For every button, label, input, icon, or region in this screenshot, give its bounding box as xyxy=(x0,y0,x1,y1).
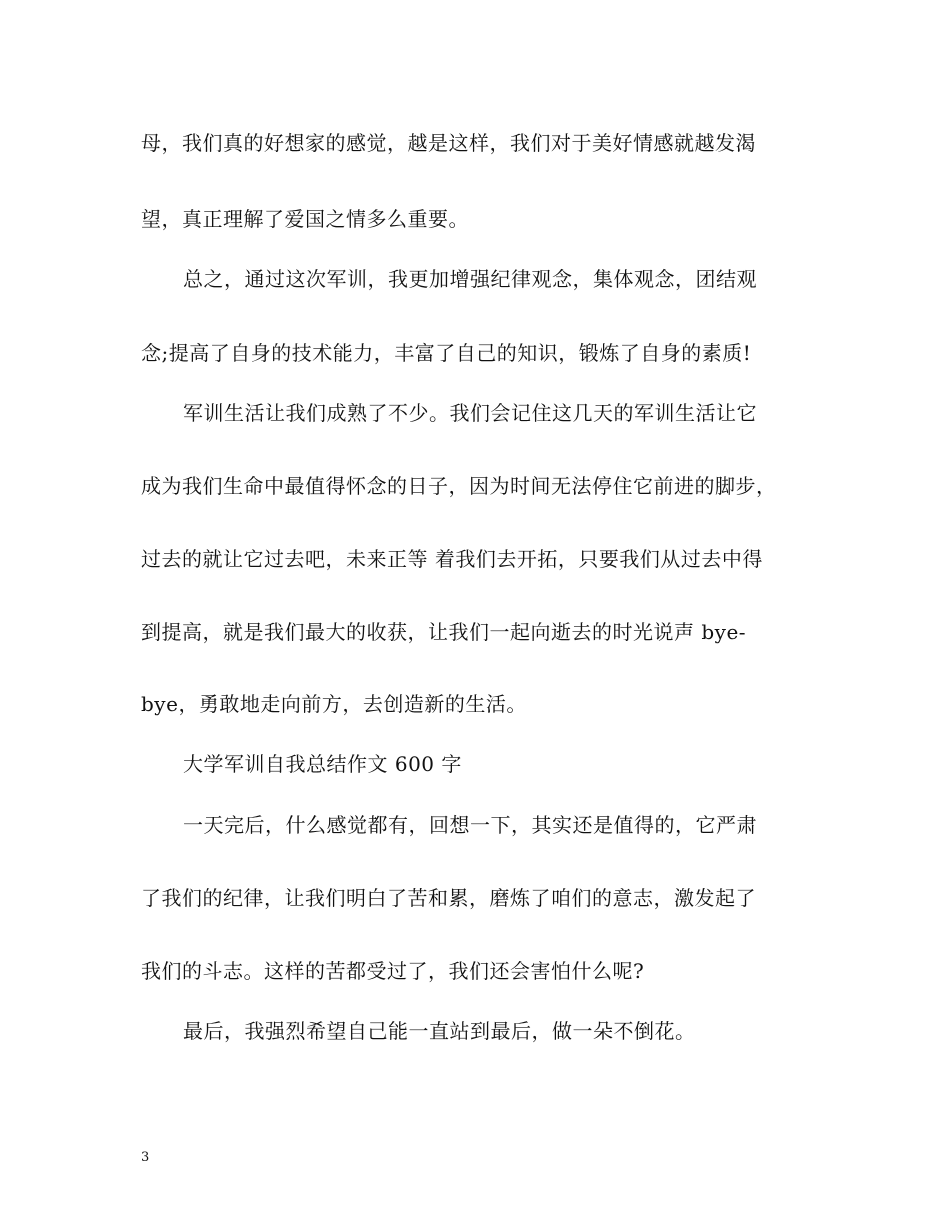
section-heading: 大学军训自我总结作文 600 字 xyxy=(183,752,462,776)
paragraph-first-line: 最后，我强烈希望自己能一直站到最后，做一朵不倒花。 xyxy=(183,1019,696,1043)
body-text-line: 母，我们真的好想家的感觉，越是这样，我们对于美好情感就越发渴 xyxy=(141,131,756,155)
paragraph-first-line: 总之，通过这次军训，我更加增强纪律观念，集体观念，团结观 xyxy=(183,267,757,291)
body-text-line: 我们的斗志。这样的苦都受过了，我们还会害怕什么呢? xyxy=(141,959,645,983)
body-text-line: 望，真正理解了爱国之情多么重要。 xyxy=(141,207,469,231)
page-number: 3 xyxy=(141,1150,150,1165)
body-text-line: bye，勇敢地走向前方，去创造新的生活。 xyxy=(141,692,527,716)
body-text-line: 念;提高了自身的技术能力，丰富了自己的知识，锻炼了自身的素质! xyxy=(141,341,752,365)
body-text-line: 成为我们生命中最值得怀念的日子，因为时间无法停住它前进的脚步， xyxy=(141,474,777,498)
paragraph-first-line: 军训生活让我们成熟了不少。我们会记住这几天的军训生活让它 xyxy=(183,401,757,425)
body-text-line: 到提高，就是我们最大的收获，让我们一起向逝去的时光说声 bye- xyxy=(141,620,747,644)
body-text-line: 了我们的纪律，让我们明白了苦和累，磨炼了咱们的意志，激发起了 xyxy=(141,886,756,910)
paragraph-first-line: 一天完后，什么感觉都有，回想一下，其实还是值得的，它严肃 xyxy=(183,813,757,837)
body-text-line: 过去的就让它过去吧，未来正等 着我们去开拓，只要我们从过去中得 xyxy=(141,547,763,571)
